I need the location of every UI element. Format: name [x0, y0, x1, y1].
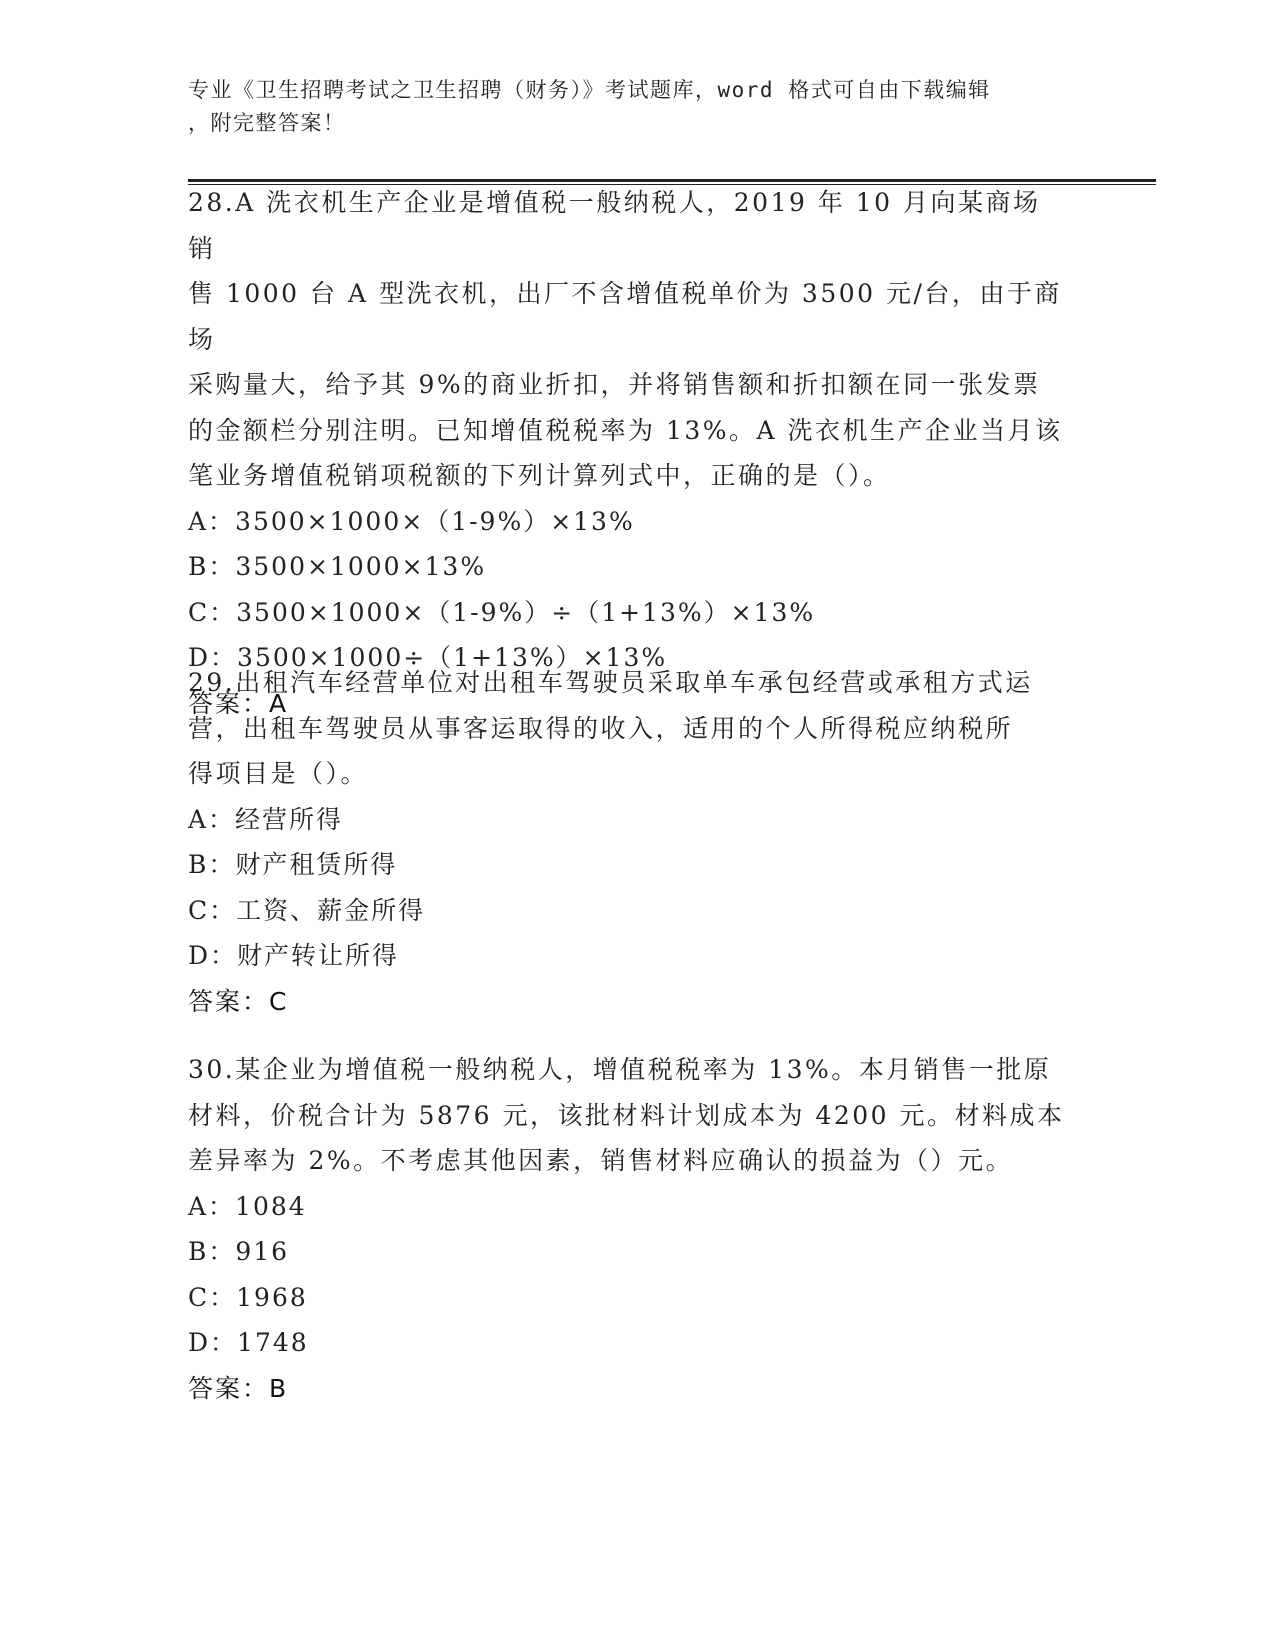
option-d: D：3500×1000÷（1+13%）×13%	[188, 643, 668, 672]
question-stem-line: 得项目是（）。	[188, 759, 369, 788]
question-stem-line: 30.某企业为增值税一般纳税人，增值税税率为 13%。本月销售一批原	[188, 1055, 1052, 1084]
question-stem-line: 售 1000 台 A 型洗衣机，出厂不含增值税单价为 3500 元/台，由于商场	[188, 279, 1062, 354]
option-d: D：财产转让所得	[188, 941, 400, 970]
question-stem-line: 采购量大，给予其 9%的商业折扣，并将销售额和折扣额在同一张发票	[188, 370, 1041, 399]
header-line-2: ，附完整答案！	[188, 111, 346, 135]
question-stem-line: 营，出租车驾驶员从事客运取得的收入，适用的个人所得税应纳税所	[188, 713, 1014, 743]
document-header	[188, 74, 1068, 140]
option-c: C：工资、薪金所得	[188, 895, 426, 925]
option-b: B：3500×1000×13%	[188, 552, 487, 581]
option-c: C：1968	[188, 1282, 308, 1312]
question-stem-line: 的金额栏分别注明。已知增值税税率为 13%。A 洗衣机生产企业当月该	[188, 415, 1063, 445]
question-stem-line: 28.A 洗衣机生产企业是增值税一般纳税人，2019 年 10 月向某商场销	[188, 188, 1041, 263]
option-b: B：财产租赁所得	[188, 850, 398, 879]
question-stem-line: 材料，价税合计为 5876 元，该批材料计划成本为 4200 元。材料成本	[188, 1100, 1065, 1130]
question-29	[188, 660, 1068, 1024]
option-a: A：3500×1000×（1-9%）×13%	[188, 506, 635, 536]
option-b: B：916	[188, 1237, 290, 1266]
answer-line: 答案：B	[188, 1373, 289, 1403]
header-line-1: 专业《卫生招聘考试之卫生招聘（财务）》考试题库，word 格式可自由下载编辑	[188, 78, 991, 102]
answer-line: 答案：A	[188, 688, 289, 718]
question-stem-line: 差异率为 2%。不考虑其他因素，销售材料应确认的损益为（）元。	[188, 1146, 1014, 1175]
option-c: C：3500×1000×（1-9%）÷（1+13%）×13%	[188, 597, 816, 627]
option-a: A：1084	[188, 1191, 307, 1221]
answer-line: 答案：C	[188, 986, 289, 1016]
question-stem-line: 笔业务增值税销项税额的下列计算列式中，正确的是（）。	[188, 461, 891, 490]
question-stem-line: 29.出租汽车经营单位对出租车驾驶员采取单车承包经营或承租方式运	[188, 668, 1033, 697]
option-d: D：1748	[188, 1328, 309, 1357]
question-30	[188, 1047, 1068, 1411]
option-a: A：经营所得	[188, 804, 344, 834]
question-28	[188, 180, 1068, 726]
